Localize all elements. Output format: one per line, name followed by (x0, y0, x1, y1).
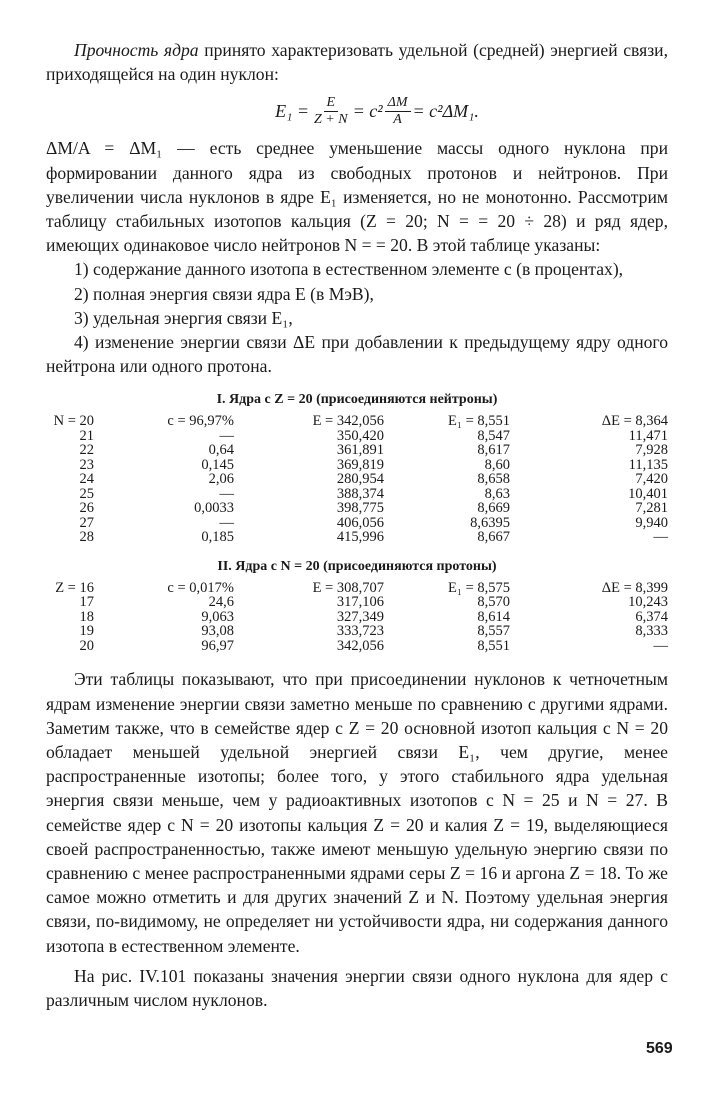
list-item: 1) содержание данного изотопа в естественном элементе c (в процентах), (74, 259, 624, 280)
table-cell: 7,928 (635, 442, 668, 459)
table-row (46, 501, 668, 516)
table-cell: — (219, 514, 234, 531)
table-cell: — (219, 485, 234, 502)
list-item: 3) удельная энергия связи E₁, (74, 307, 293, 328)
table-cell: 8,6395 (470, 514, 510, 531)
table-row (46, 487, 668, 502)
table-cell: — (219, 427, 234, 444)
table-cell: 9,940 (635, 514, 668, 531)
table-cell: 8,551 (477, 637, 510, 654)
table-cell: 333,723 (336, 623, 384, 640)
table-cell: 24 (79, 471, 94, 488)
table-row (46, 414, 668, 429)
table-cell: 361,891 (336, 442, 384, 459)
table-cell: E₁ = 8,575 (448, 579, 510, 596)
table-cell: 8,557 (477, 623, 510, 640)
table-cell: 369,819 (336, 456, 384, 473)
table-cell: 280,954 (336, 471, 384, 488)
table-row (46, 639, 668, 654)
table-cell: 0,185 (201, 529, 234, 546)
formula-rhs: = c²ΔM₁. (412, 100, 479, 121)
frac2-denominator: A (393, 111, 402, 127)
table-cell: E = 308,707 (312, 579, 384, 596)
table-cell: ΔE = 8,364 (601, 413, 668, 430)
table2-n20-nuclei (46, 581, 668, 654)
table2-caption: II. Ядра с N = 20 (присоединяются протоны) (217, 558, 497, 574)
table-cell: 8,658 (477, 471, 510, 488)
list-item: 4) изменение энергии связи ΔE при добавлении к предыдущему ядру одного нейтрона или одного протона. (46, 332, 668, 377)
table-cell: E₁ = 8,551 (448, 413, 510, 430)
table1-caption: I. Ядра с Z = 20 (присоединяются нейтроны) (216, 392, 498, 408)
table-cell: 22 (79, 442, 94, 459)
table-cell: E = 342,056 (312, 413, 384, 430)
conclusion-paragraph: Эти таблицы показывают, что при присоединении нуклонов к четночетным ядрам изменение энергии связи заметно меньше по сравнению с другими ядрами. Заметим также, что в семействе ядер с Z = 20 основной изотоп кальция с N = 20 обладает меньшей удельной энергией связи E₁, чем другие, менее распространенные изотопы; более того, у этого стабильного ядра удельная энергия связи меньше, чем у радиоактивных изотопов с N = 25 и N = 27. В семействе ядер с N = 20 изотопы кальция Z = 20 и калия Z = 19, выделяющиеся своей распространенностью, также имеют меньшую удельную энергию связи по сравнению с менее распространенными ядрами серы Z = 16 и аргона Z = 18. То же самое можно отметить и для других значений Z и N. Поэтому удельная энергия связи, по-видимому, не определяет ни устойчивости ядра, ни содержания данного изотопа в естественном элементе. (46, 669, 668, 956)
formula-fraction-1 (311, 95, 351, 128)
table-cell: 0,0033 (194, 500, 234, 517)
table-row (46, 530, 668, 545)
table-cell: 0,145 (201, 456, 234, 473)
table-cell: — (653, 637, 668, 654)
table-cell: 23 (79, 456, 94, 473)
frac1-numerator: E (324, 95, 339, 112)
table-cell: 28 (79, 529, 94, 546)
table-cell: 342,056 (336, 637, 384, 654)
table-cell: 8,617 (477, 442, 510, 459)
table-cell: 8,614 (477, 608, 510, 625)
table-cell: 388,374 (336, 485, 384, 502)
table-cell: 350,420 (336, 427, 384, 444)
table-row (46, 429, 668, 444)
intro-paragraph (46, 38, 668, 86)
table-row (46, 458, 668, 473)
table-cell: 327,349 (336, 608, 384, 625)
table-cell: 26 (79, 500, 94, 517)
table-cell: 415,996 (336, 529, 384, 546)
table-cell: 20 (79, 637, 94, 654)
table-cell: 8,63 (484, 485, 510, 502)
table-cell: 11,135 (628, 456, 668, 473)
table-cell: 10,243 (628, 594, 668, 611)
table-cell: 7,281 (635, 500, 668, 517)
table-cell: 8,60 (484, 456, 510, 473)
table-cell: 2,06 (208, 471, 234, 488)
list-item: 2) полная энергия связи ядра E (в МэВ), (74, 283, 374, 304)
table-cell: 8,333 (635, 623, 668, 640)
table-row (46, 595, 668, 610)
figure-reference-paragraph: На рис. IV.101 показаны значения энергии связи одного нуклона для ядер с различным числом нуклонов. (46, 965, 668, 1011)
table-cell: 8,570 (477, 594, 510, 611)
formula-mid: = c² (352, 100, 383, 121)
table-cell: 21 (79, 427, 94, 444)
table-cell: 7,420 (635, 471, 668, 488)
intro-lead: Прочность ядра (74, 40, 199, 60)
table-columns-list (46, 257, 668, 378)
definition-paragraph: ΔM/A = ΔM₁ — есть среднее уменьшение массы одного нуклона при формировании данного ядра из свободных протонов и нейтронов. При увеличении числа нуклонов в ядре E₁ изменяется, но не монотонно. Рассмотрим таблицу стабильных изотопов кальция (Z = 20; N = = 20 ÷ 28) и ряд ядер, имеющих одинаковое число нейтронов N = = 20. В этой таблице указаны: (46, 138, 668, 256)
table1-calcium-isotopes (46, 414, 668, 545)
table-cell: 8,667 (477, 529, 510, 546)
table-cell: 27 (79, 514, 94, 531)
table-cell: ΔE = 8,399 (601, 579, 668, 596)
frac2-numerator: ΔM (385, 95, 411, 112)
page-content (46, 38, 668, 1012)
table-row (46, 443, 668, 458)
table-cell: 96,97 (201, 637, 234, 654)
table-cell: 0,64 (208, 442, 234, 459)
table-cell: 25 (79, 485, 94, 502)
table-cell: 8,669 (477, 500, 510, 517)
table-row (46, 472, 668, 487)
table-cell: 8,547 (477, 427, 510, 444)
table-cell: 17 (79, 594, 94, 611)
page-number: 569 (646, 1040, 673, 1057)
formula-lhs: E₁ = (275, 100, 310, 121)
table-cell: — (653, 529, 668, 546)
table-cell: 11,471 (628, 427, 668, 444)
table-cell: 9,063 (201, 608, 234, 625)
table-cell: c = 96,97% (167, 413, 234, 430)
intro-rest: принято характеризовать удельной (средней) энергией связи, приходящейся на один нуклон: (46, 40, 668, 85)
table-cell: 18 (79, 608, 94, 625)
frac1-denominator: Z + N (314, 111, 348, 127)
binding-energy-formula (46, 86, 668, 136)
table-cell: 10,401 (628, 485, 668, 502)
table-row (46, 624, 668, 639)
table-cell: 398,775 (336, 500, 384, 517)
table-row (46, 581, 668, 596)
formula-fraction-2 (385, 95, 411, 128)
table-row (46, 610, 668, 625)
table-cell: Z = 16 (55, 579, 94, 596)
table-cell: 19 (79, 623, 94, 640)
table-cell: 406,056 (336, 514, 384, 531)
table-cell: 6,374 (635, 608, 668, 625)
table-cell: N = 20 (53, 413, 94, 430)
table-cell: 24,6 (208, 594, 234, 611)
table-cell: 317,106 (336, 594, 384, 611)
table-cell: 93,08 (201, 623, 234, 640)
table-cell: c = 0,017% (167, 579, 234, 596)
table-row (46, 516, 668, 531)
